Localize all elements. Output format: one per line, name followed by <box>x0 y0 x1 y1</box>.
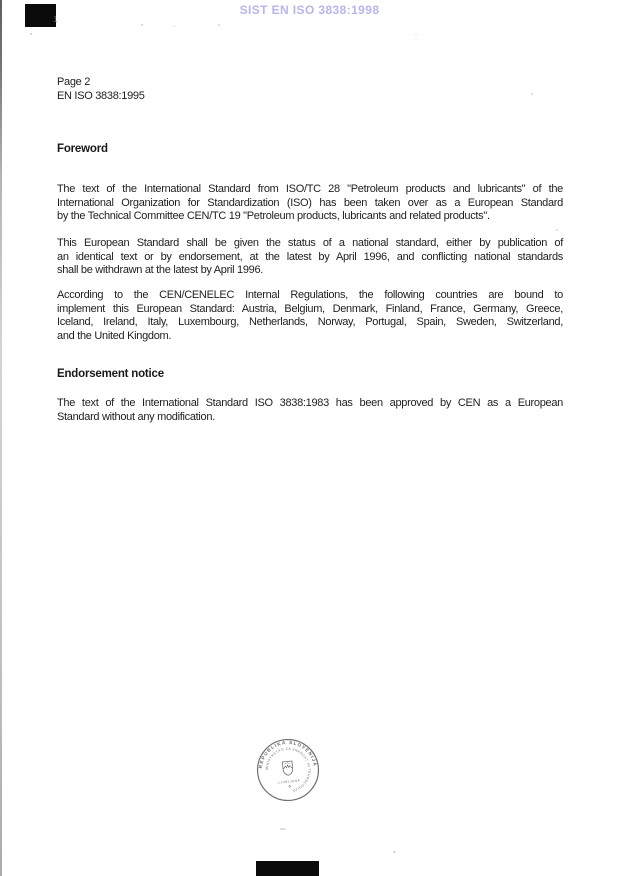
scan-speck <box>556 229 558 231</box>
scan-speck <box>415 34 417 35</box>
scan-speck <box>218 24 220 26</box>
redaction-mark-bottom <box>256 861 319 876</box>
scan-edge-line <box>0 0 2 876</box>
paragraph-line: Standard without any modification. <box>57 410 215 423</box>
foreword-paragraph-3 <box>57 289 563 343</box>
scan-speck <box>280 828 286 830</box>
scan-speck <box>30 33 32 35</box>
scan-speck <box>173 26 175 27</box>
paragraph-line: Iceland, Ireland, Italy, Luxembourg, Netherlands, Norway, Portugal, Spain, Sweden, Switzerland, <box>57 316 563 328</box>
stamp-inner-text: MINISTRSTVO ZA ZNANOST IN TEHNOLOGIJO <box>264 746 312 793</box>
scan-speck <box>141 24 143 26</box>
paragraph-line: This European Standard shall be given the status of a national standard, either by publication of <box>57 237 563 249</box>
page-number: Page 2 <box>57 76 91 88</box>
paragraph-line: shall be withdrawn at the latest by April 1996. <box>57 264 264 276</box>
paragraph-line: an identical text or by endorsement, at the latest by April 1996, and conflicting national standards <box>57 250 563 263</box>
endorsement-heading: Endorsement notice <box>57 368 164 380</box>
scan-speck <box>393 851 396 853</box>
corner-mark: 1 <box>53 15 58 24</box>
stamp-star-mark <box>289 785 291 787</box>
coat-of-arms-icon <box>282 761 293 776</box>
paragraph-line: International Organization for Standardization (ISO) has been taken over as a European Standard <box>57 196 563 209</box>
foreword-heading: Foreword <box>57 143 108 155</box>
slovenia-ministry-stamp-icon <box>252 735 324 806</box>
paragraph-line: and the United Kingdom. <box>57 329 172 342</box>
paragraph-line: by the Technical Committee CEN/TC 19 "Petroleum products, lubricants and related products". <box>57 210 490 222</box>
redaction-mark-top <box>25 4 56 27</box>
paragraph-line: According to the CEN/CENELEC Internal Regulations, the following countries are bound to <box>57 289 563 301</box>
paragraph-line: The text of the International Standard ISO 3838:1983 has been approved by CEN as a European <box>57 397 563 409</box>
stamp-bottom-text: LJUBLJANA <box>278 778 301 785</box>
foreword-paragraph-2 <box>57 237 563 278</box>
endorsement-paragraph <box>57 397 563 424</box>
foreword-paragraph-1 <box>57 183 563 224</box>
page-info <box>57 76 563 103</box>
stamp-outer-text: REPUBLIKA SLOVENIJA <box>257 739 318 769</box>
official-stamp <box>252 735 324 806</box>
paragraph-line: implement this European Standard: Austria, Belgium, Denmark, Finland, France, Germany, Greece, <box>57 302 563 315</box>
paragraph-line: The text of the International Standard from ISO/TC 28 "Petroleum products and lubricants" of the <box>57 183 563 195</box>
standard-reference: EN ISO 3838:1995 <box>57 89 145 102</box>
watermark-text: SIST EN ISO 3838:1998 <box>239 3 380 17</box>
